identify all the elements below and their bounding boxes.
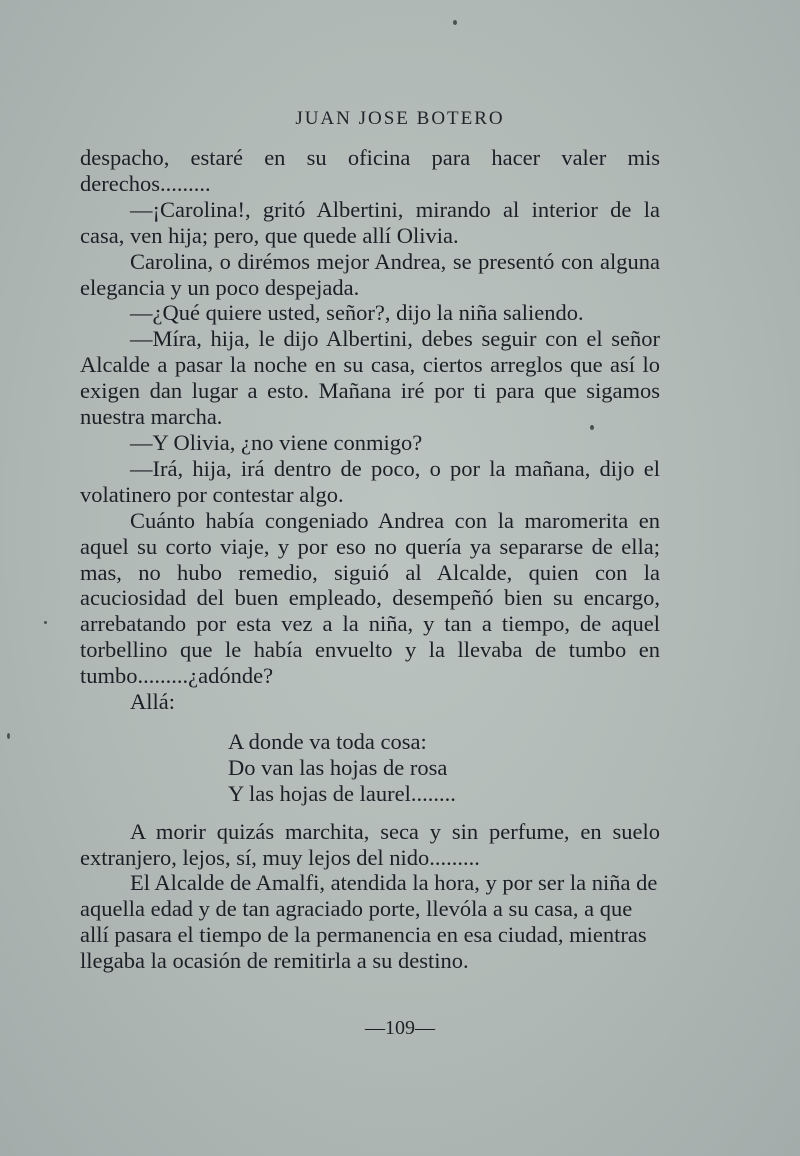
paragraph: Allá: — [130, 689, 175, 715]
paper-speck — [44, 621, 47, 624]
paragraph: —¡Carolina!, gritó Albertini, mirando al interior de la casa, ven hija; pero, que quede allí Olivia. — [80, 196, 660, 248]
verse-line: A donde va toda cosa: — [228, 728, 427, 754]
paragraph: Carolina, o dirémos mejor Andrea, se presentó con alguna elegancia y un poco despejada. — [80, 248, 660, 300]
paper-speck — [453, 20, 457, 25]
paragraph: El Alcalde de Amalfi, atendida la hora, y por ser la niña de aquella edad y de tan agraciado porte, llevóla a su casa, a que allí pasara el tiempo de la permanencia en esa ciudad, mientras llegaba la ocasión de remitirla a su destino. — [80, 870, 658, 974]
paragraph: —¿Qué quiere usted, señor?, dijo la niña saliendo. — [130, 300, 584, 326]
paragraph: despacho, estaré en su oficina para hacer valer mis derechos......... — [80, 145, 660, 196]
verse-line: Y las hojas de laurel........ — [228, 780, 456, 806]
paragraph: —Irá, hija, irá dentro de poco, o por la mañana, dijo el volatinero por contestar algo. — [80, 455, 660, 507]
paper-speck — [590, 425, 594, 430]
page-number: —109— — [365, 1017, 435, 1039]
verse-block — [228, 729, 660, 807]
page-body — [80, 145, 660, 974]
paragraph: A morir quizás marchita, seca y sin perfume, en suelo extranjero, lejos, sí, muy lejos del nido......... — [80, 818, 660, 870]
paper-speck — [7, 733, 10, 739]
paragraph: —Míra, hija, le dijo Albertini, debes seguir con el señor Alcalde a pasar la noche en su casa, ciertos arreglos que así lo exigen dan lugar a esto. Mañana iré por ti para que sigamos nuestra marcha. — [80, 326, 660, 430]
paragraph: Cuánto había congeniado Andrea con la maromerita en aquel su corto viaje, y por eso no quería ya separarse de ella; mas, no hubo remedio, siguió al Alcalde, quien con la acuciosidad del buen empleado, desempeñó bien su encargo, arrebatando por esta vez a la niña, y tan a tiempo, de aquel torbellino que le había envuelto y la llevaba de tumbo en tumbo.........¿adónde? — [80, 507, 660, 689]
verse-line: Do van las hojas de rosa — [228, 754, 448, 780]
running-header: JUAN JOSE BOTERO — [295, 108, 505, 129]
paragraph: —Y Olivia, ¿no viene conmigo? — [130, 429, 423, 455]
